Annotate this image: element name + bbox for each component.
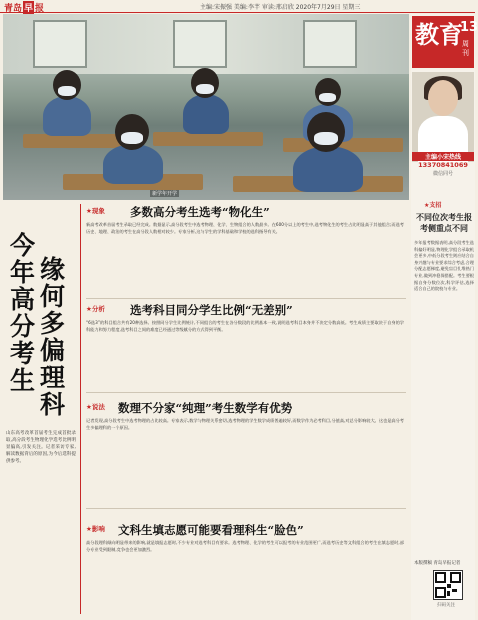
section-rule [86, 298, 406, 299]
side-tag: ★支招 [424, 202, 442, 209]
issue-label: 周刊 [462, 40, 469, 57]
hotline-note: 微信同号 [432, 171, 453, 177]
section-title: 多数高分考生选考“物化生” [130, 205, 270, 219]
section-tag: ★说法 [86, 403, 105, 411]
section-rule [86, 508, 406, 509]
section-banner [412, 16, 478, 68]
hotline-phone: 13370841069 [418, 161, 468, 169]
headline-line-2: 缘何多偏理科 [40, 255, 66, 419]
qr-code-icon[interactable] [433, 570, 463, 600]
section-rule [86, 392, 406, 393]
column-divider [80, 204, 81, 614]
section-body: 高分段理科倾向明显带来的影响,就是填报志愿时,不少专业对选考科目有要求。选考物理、化学的考生可以报考的专业范围更广,而选考历史等文科组合的考生在填志愿时,部分专业受到限制,竞争也会更加激烈。 [86, 540, 404, 552]
side-title: 不同位次考生报考侧重点不同 [416, 213, 472, 233]
qr-caption: 扫码关注 [437, 603, 455, 608]
headline-intro: 山东高考改革首届考生完成首批录取,高分段考生物理化学选考比例明显偏高,引发关注。记者采访专家,解读数据背后的原因,为今后选科提供参考。 [6, 431, 76, 464]
section-title: 文科生填志愿可能要看理科生“脸色” [118, 523, 304, 537]
section-body: “6选3”的科目组合共有20种选择。按照同分学生比例统计,不同组合的考生在各分数段的比例基本一致,说明选考科目本身并不决定分数高低。考生成绩主要取决于自身的学科能力和努力程度,选考科目之间的难度已经通过等级赋分的方式得到平衡。 [86, 320, 404, 332]
section-body: 新高考改革首届考生录取已经完成。数据显示,高分段考生中选考物理、化学、生物组合的人数最多。在600分以上的考生中,选考物化生的考生占比明显高于其他组合;而选考历史、地理、政治的考生在高分段人数相对较少。专家分析,这与学生的学科基础和学校的选科指导有关。 [86, 222, 404, 234]
section-title: 数理不分家“纯理”考生数学有优势 [118, 401, 293, 415]
section-tag: ★影响 [86, 525, 105, 533]
section-body: 记者发现,高分段考生中选考物理的占比较高。专家表示,数学与物理关系密切,选考物理的学生数学成绩普遍较好,而数学作为必考科目,分值高,对总分影响较大。这也是高分考生多偏理科的一个原因。 [86, 418, 404, 430]
hotline-name: 主编小宋热线 [412, 152, 474, 161]
section-tag: ★现象 [86, 207, 105, 215]
headline-line-1: 今年高分考生 [10, 231, 36, 395]
side-author: 本版撰稿 青岛早报记者 [414, 561, 461, 566]
side-body: 多年报考数据表明,高分段考生选科偏好明显,物理化学组合录取机会更多,中低分段考生则应结合自身兴趣与专业要求综合考虑,合理分配志愿梯度,避免盲目扎堆热门专业,做到冲稳保搭配。考生要根据自身分数位次,科学评估,选择适合自己的院校与专业。 [414, 240, 474, 292]
classroom-photo [3, 14, 409, 200]
editor-photo [412, 72, 474, 162]
issue-number: 13 [460, 20, 478, 35]
newspaper-logo: 青岛 早 报 [4, 1, 44, 14]
photo-caption: 新学年开学 [152, 191, 178, 197]
masthead-info: 主编:宋振强 美编:李芊 审读:邢启欣 2020年7月29日 星期三 [200, 4, 361, 11]
section-name: 教育 [415, 20, 463, 49]
section-title: 选考科目同分学生比例“无差别” [130, 303, 293, 317]
section-tag: ★分析 [86, 305, 105, 313]
